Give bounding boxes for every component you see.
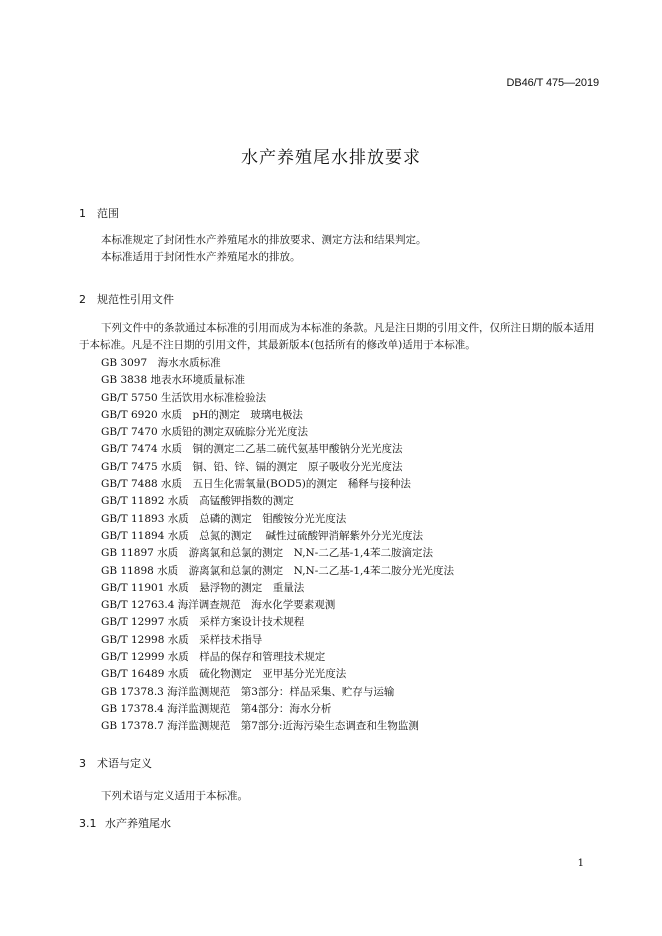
reference-item: GB 17378.7 海洋监测规范 第7部分:近海污染生态调查和生物监测 xyxy=(101,720,419,733)
section-1-paragraph-1: 本标准规定了封闭性水产养殖尾水的排放要求、测定方法和结果判定。 xyxy=(101,234,427,246)
reference-item: GB/T 7475 水质 铜、铅、锌、镉的测定 原子吸收分光光度法 xyxy=(101,460,403,473)
subsection-number: 3.1 xyxy=(79,817,97,830)
section-3-paragraph-1: 下列术语与定义适用于本标准。 xyxy=(101,790,248,802)
reference-item: GB 3838 地表水环境质量标准 xyxy=(101,374,246,387)
reference-item: GB/T 7470 水质铅的测定双硫腙分光光度法 xyxy=(101,426,309,439)
reference-item: GB/T 11892 水质 高锰酸钾指数的测定 xyxy=(101,495,294,508)
reference-item: GB/T 11894 水质 总氮的测定 碱性过硫酸钾消解紫外分光光度法 xyxy=(101,529,424,542)
reference-item: GB/T 12998 水质 采样技术指导 xyxy=(101,633,263,646)
section-1-paragraph-2: 本标准适用于封闭性水产养殖尾水的排放。 xyxy=(101,251,301,263)
reference-item: GB/T 7488 水质 五日生化需氧量(BOD5)的测定 稀释与接种法 xyxy=(101,478,411,491)
reference-item: GB/T 6920 水质 pH的测定 玻璃电极法 xyxy=(101,408,303,421)
reference-item: GB/T 11901 水质 悬浮物的测定 重量法 xyxy=(101,581,305,594)
reference-item: GB/T 12997 水质 采样方案设计技术规程 xyxy=(101,616,305,629)
section-number: 1 xyxy=(79,207,86,220)
subsection-title: 水产养殖尾水 xyxy=(105,817,171,830)
reference-item: GB 11898 水质 游离氯和总氯的测定 N,N-二乙基-1,4苯二胺分光光度法 xyxy=(101,564,455,577)
reference-item: GB/T 5750 生活饮用水标准检验法 xyxy=(101,391,267,404)
section-title: 术语与定义 xyxy=(97,757,152,770)
reference-item: GB/T 12763.4 海洋调查规范 海水化学要素观测 xyxy=(101,599,336,612)
reference-item: GB 3097 海水水质标准 xyxy=(101,357,221,369)
normative-references-list xyxy=(101,355,454,736)
standard-code: DB46/T 475—2019 xyxy=(506,77,599,89)
reference-item: GB/T 16489 水质 硫化物测定 亚甲基分光光度法 xyxy=(101,668,347,681)
section-title: 范围 xyxy=(97,207,119,220)
section-title: 规范性引用文件 xyxy=(97,293,174,306)
reference-item: GB/T 12999 水质 样品的保存和管理技术规定 xyxy=(101,651,326,664)
reference-item: GB/T 7474 水质 铜的测定二乙基二硫代氨基甲酸钠分光光度法 xyxy=(101,443,403,456)
page-number: 1 xyxy=(577,858,584,869)
section-3-heading xyxy=(79,755,152,771)
section-2-paragraph-1: 下列文件中的条款通过本标准的引用而成为本标准的条款。凡是注日期的引用文件，仅所注日期的版本适用于本标准。凡是不注日期的引用文件，其最新版本(包括所有的修改单)适用于本标准。 xyxy=(79,322,595,351)
reference-item: GB 17378.4 海洋监测规范 第4部分：海水分析 xyxy=(101,702,332,715)
reference-item: GB 17378.3 海洋监测规范 第3部分：样品采集、贮存与运输 xyxy=(101,685,395,698)
section-2-heading xyxy=(79,291,174,307)
section-number: 2 xyxy=(79,293,86,306)
reference-item: GB/T 11893 水质 总磷的测定 钼酸铵分光光度法 xyxy=(101,512,347,525)
reference-item: GB 11897 水质 游离氯和总氯的测定 N,N-二乙基-1,4苯二胺滴定法 xyxy=(101,547,434,560)
subsection-3-1-heading xyxy=(79,815,171,831)
section-number: 3 xyxy=(79,757,86,770)
document-title: 水产养殖尾水排放要求 xyxy=(241,148,421,168)
section-1-heading xyxy=(79,205,119,221)
